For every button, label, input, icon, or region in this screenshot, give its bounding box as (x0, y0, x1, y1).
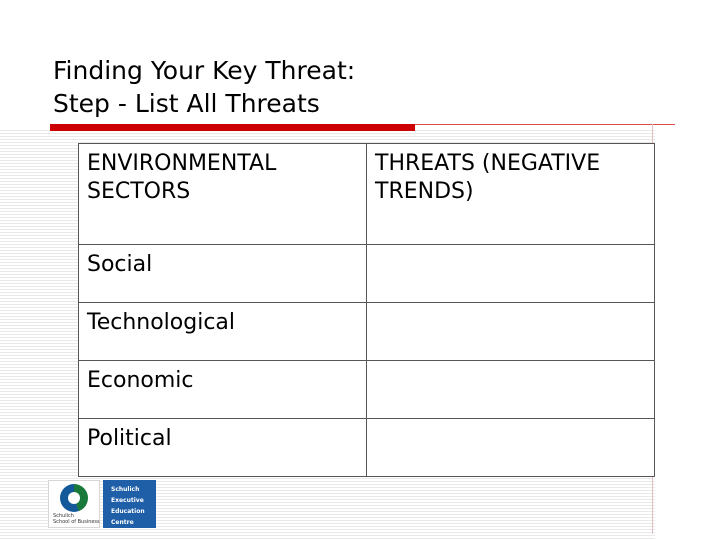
table-row (79, 419, 655, 477)
logo-line: Schulich (111, 486, 140, 493)
table-header-row (79, 144, 655, 245)
slide-title-line-2: Step - List All Threats (53, 89, 320, 118)
threat-cell[interactable] (367, 361, 655, 419)
slide-title (53, 54, 613, 120)
table-row (79, 303, 655, 361)
slide-title-line-1: Finding Your Key Threat: (53, 56, 356, 85)
sector-cell: Economic (79, 361, 367, 419)
logo-line: Education (111, 508, 145, 515)
schulich-logo-text (53, 513, 100, 525)
schulich-emblem-icon (60, 484, 88, 512)
sector-cell: Political (79, 419, 367, 477)
header-environmental-sectors: ENVIRONMENTAL SECTORS (79, 144, 367, 245)
title-underline-bar (50, 124, 415, 131)
threat-cell[interactable] (367, 419, 655, 477)
threat-cell[interactable] (367, 303, 655, 361)
logo-line: Executive (111, 497, 144, 504)
title-underline-thin (415, 124, 675, 125)
background-right-panel (655, 128, 720, 540)
sector-cell: Social (79, 245, 367, 303)
schulich-logo (48, 480, 100, 528)
logo-line: Centre (111, 519, 134, 526)
sector-cell: Technological (79, 303, 367, 361)
executive-education-logo-text (111, 484, 145, 528)
schulich-logo-subtitle: School of Business (53, 519, 100, 525)
threats-table (78, 143, 655, 477)
threat-cell[interactable] (367, 245, 655, 303)
table-row (79, 361, 655, 419)
schulich-logo-name: Schulich (53, 513, 74, 519)
executive-education-logo (103, 480, 156, 528)
header-threats: THREATS (NEGATIVE TRENDS) (367, 144, 655, 245)
table-row (79, 245, 655, 303)
